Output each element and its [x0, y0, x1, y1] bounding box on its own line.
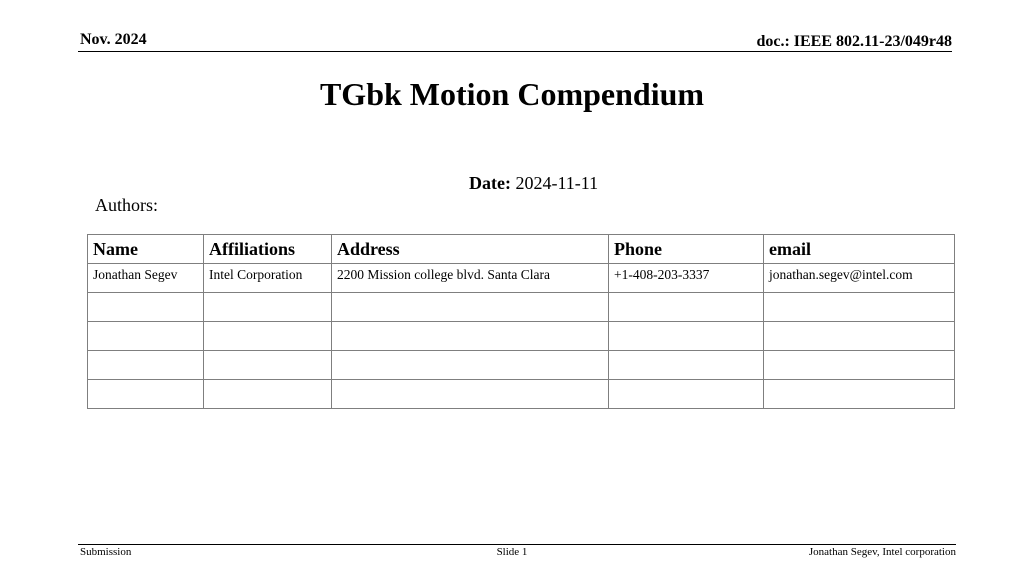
column-header-phone: Phone	[609, 235, 764, 264]
author-affiliation-cell: Intel Corporation	[204, 264, 332, 293]
author-affiliation-cell	[204, 351, 332, 380]
date-value: 2024-11-11	[510, 173, 599, 193]
table-row	[88, 322, 955, 351]
footer-divider	[78, 544, 956, 545]
header-date: Nov. 2024	[80, 31, 147, 48]
table-header-row	[88, 235, 955, 264]
author-name-cell: Jonathan Segev	[88, 264, 204, 293]
author-affiliation-cell	[204, 322, 332, 351]
authors-label: Authors:	[95, 195, 158, 215]
author-name-cell	[88, 380, 204, 409]
table-row	[88, 351, 955, 380]
header-divider	[78, 51, 952, 52]
footer-author: Jonathan Segev, Intel corporation	[808, 546, 956, 558]
table-row	[88, 264, 955, 293]
author-phone-cell	[609, 351, 764, 380]
footer-slide-number: Slide 1	[496, 546, 528, 558]
column-header-address: Address	[332, 235, 609, 264]
author-address-cell	[332, 322, 609, 351]
author-affiliation-cell	[204, 293, 332, 322]
author-address-cell: 2200 Mission college blvd. Santa Clara	[332, 264, 609, 293]
author-name-cell	[88, 322, 204, 351]
author-address-cell	[332, 293, 609, 322]
slide-title: TGbk Motion Compendium	[319, 76, 705, 112]
column-header-name: Name	[88, 235, 204, 264]
author-name-cell	[88, 351, 204, 380]
author-phone-cell	[609, 293, 764, 322]
author-email-cell	[764, 293, 955, 322]
column-header-affiliations: Affiliations	[204, 235, 332, 264]
author-address-cell	[332, 380, 609, 409]
footer-submission: Submission	[80, 546, 132, 558]
column-header-email: email	[764, 235, 955, 264]
authors-table	[87, 234, 955, 409]
author-phone-cell: +1-408-203-3337	[609, 264, 764, 293]
author-email-cell	[764, 322, 955, 351]
table-row	[88, 380, 955, 409]
author-address-cell	[332, 351, 609, 380]
author-phone-cell	[609, 322, 764, 351]
date-line	[469, 173, 598, 194]
author-email-cell	[764, 351, 955, 380]
author-email-cell	[764, 380, 955, 409]
author-affiliation-cell	[204, 380, 332, 409]
author-phone-cell	[609, 380, 764, 409]
header-doc-id: doc.: IEEE 802.11-23/049r48	[756, 33, 952, 50]
author-name-cell	[88, 293, 204, 322]
table-row	[88, 293, 955, 322]
date-label: Date:	[469, 173, 511, 193]
author-email-cell: jonathan.segev@intel.com	[764, 264, 955, 293]
